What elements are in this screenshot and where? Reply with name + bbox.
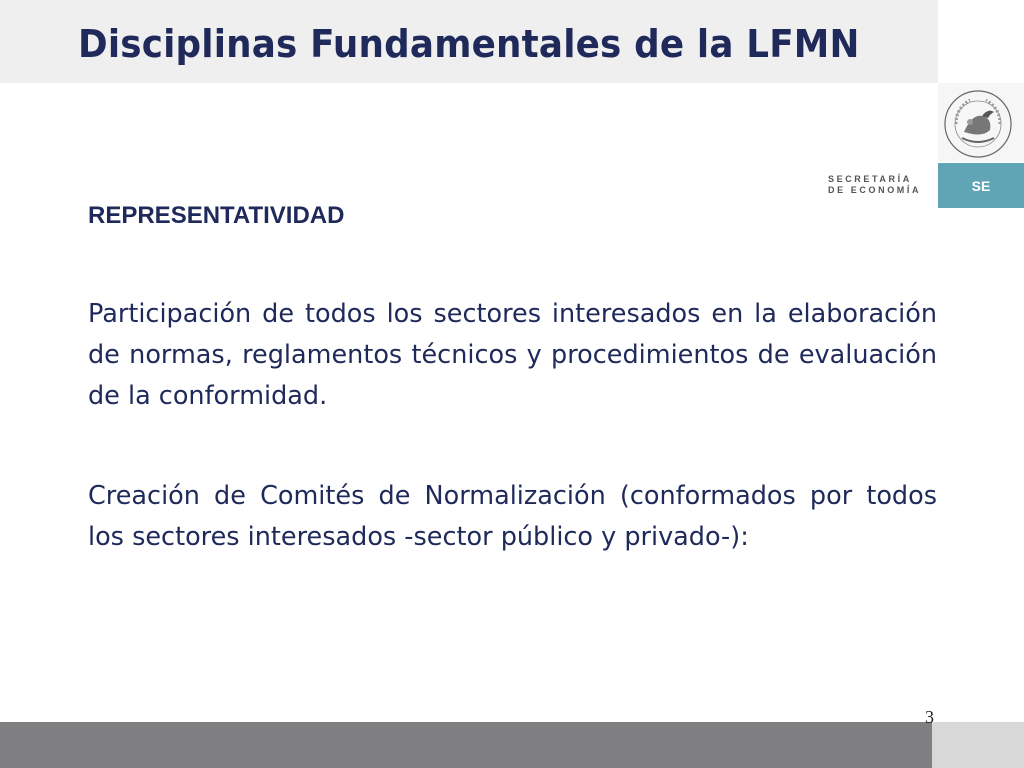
page-number: 3 — [925, 707, 934, 727]
section-heading: REPRESENTATIVIDAD — [88, 202, 345, 229]
paragraph-comites: Creación de Comités de Normalización (conformados por todos los sectores interesados -sector público y privado-): — [88, 481, 937, 552]
slide-title: Disciplinas Fundamentales de la LFMN — [78, 22, 860, 66]
secretaria-line-1: SECRETARÍA — [828, 174, 912, 184]
mexico-seal-icon — [942, 88, 1014, 160]
footer-bar — [0, 722, 932, 768]
se-badge: SE — [938, 163, 1024, 208]
secretaria-line-2: DE ECONOMÍA — [828, 185, 922, 195]
paragraph-participacion: Participación de todos los sectores interesados en la elaboración de normas, reglamentos técnicos y procedimientos de evaluación de la conformidad. — [88, 299, 937, 411]
secretaria-economia-logo — [828, 174, 932, 196]
footer-corner — [932, 722, 1024, 768]
